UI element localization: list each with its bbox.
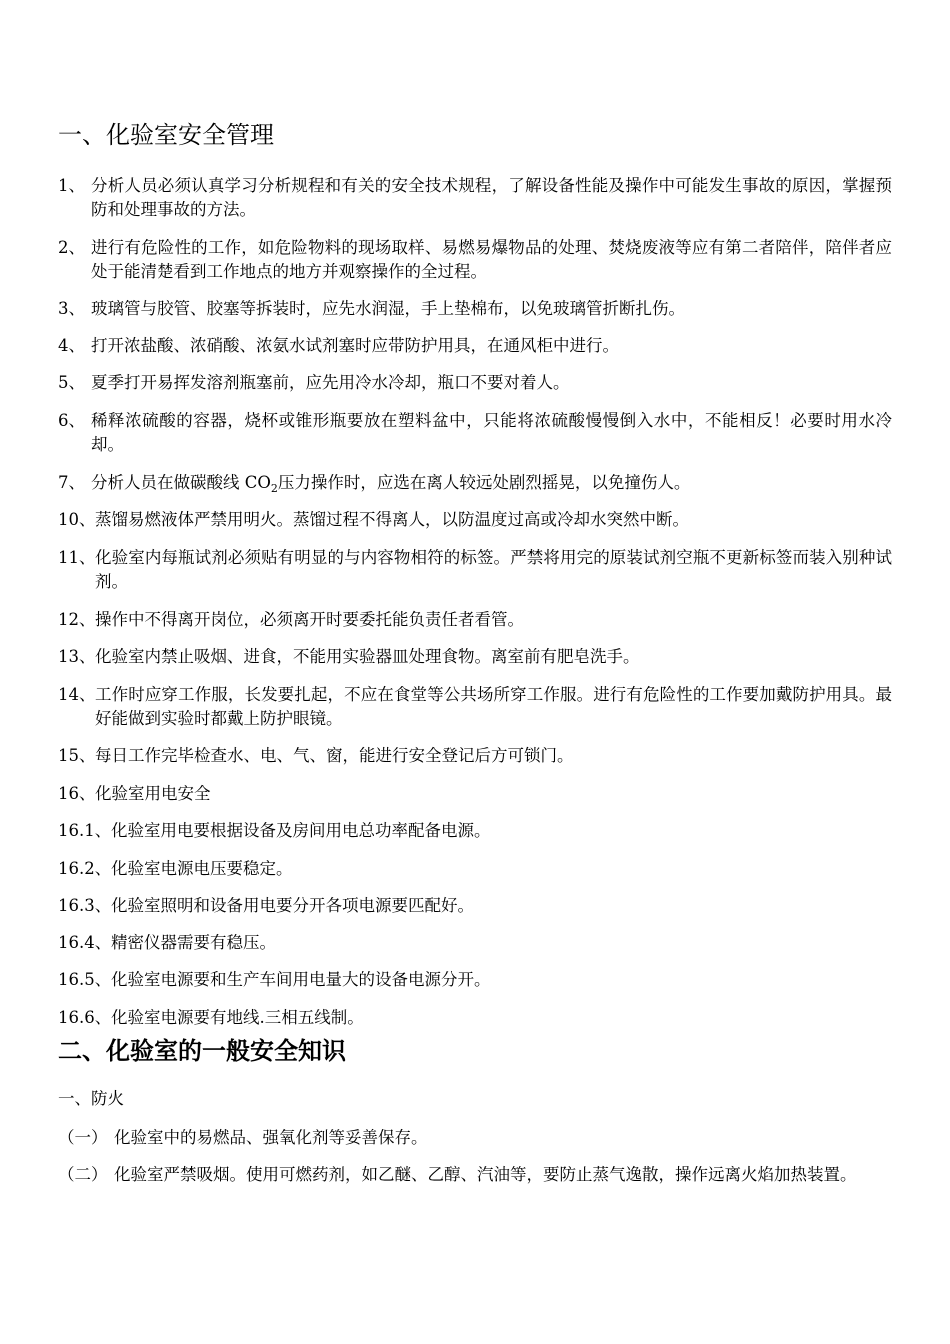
item-text	[91, 471, 892, 495]
list-item	[58, 645, 892, 669]
item-text: 化验室内每瓶试剂必须贴有明显的与内容物相符的标签。严禁将用完的原装试剂空瓶不更新标签而装入别种试剂。	[95, 548, 892, 591]
list-item	[58, 931, 892, 955]
list-item	[58, 371, 892, 395]
item-text-before: 分析人员在做碳酸线 CO	[91, 473, 271, 492]
list-item	[58, 968, 892, 992]
item-number: 16.2、	[58, 859, 112, 878]
item-text: 每日工作完毕检查水、电、气、窗，能进行安全登记后方可锁门。	[95, 746, 574, 765]
item-text: 操作中不得离开岗位，必须离开时要委托能负责任者看管。	[95, 610, 524, 629]
item-number: 2、	[58, 238, 85, 257]
list-item	[58, 471, 892, 495]
item-text: 化验室电源要和生产车间用电量大的设备电源分开。	[111, 970, 491, 989]
list-item	[58, 1126, 892, 1150]
item-number: 16.1、	[58, 821, 112, 840]
item-number: 12、	[58, 610, 96, 629]
item-text: 化验室用电安全	[95, 784, 211, 803]
list-item	[58, 819, 892, 843]
list-item	[58, 334, 892, 358]
list-item	[58, 508, 892, 532]
item-text: 稀释浓硫酸的容器，烧杯或锥形瓶要放在塑料盆中，只能将浓硫酸慢慢倒入水中，不能相反！必要时用水冷却。	[91, 411, 892, 454]
item-number: 16.6、	[58, 1008, 112, 1027]
item-text: 打开浓盐酸、浓硝酸、浓氨水试剂塞时应带防护用具，在通风柜中进行。	[91, 336, 619, 355]
list-item	[58, 857, 892, 881]
section-1-title: 一、化验室安全管理	[58, 121, 274, 149]
list-item	[58, 894, 892, 918]
item-text: 夏季打开易挥发溶剂瓶塞前，应先用冷水冷却，瓶口不要对着人。	[91, 373, 570, 392]
item-number: 13、	[58, 647, 96, 666]
list-item	[58, 782, 892, 806]
item-number: 16.3、	[58, 896, 112, 915]
item-number: 6、	[58, 411, 85, 430]
item-number: （二）	[58, 1165, 108, 1184]
item-number: 16.4、	[58, 933, 112, 952]
item-number: （一）	[58, 1128, 108, 1147]
item-text: 玻璃管与胶管、胶塞等拆装时，应先水润湿，手上垫棉布，以免玻璃管折断扎伤。	[91, 299, 685, 318]
list-item	[58, 683, 892, 731]
list-item	[58, 1163, 892, 1187]
item-number: 16、	[58, 784, 96, 803]
item-text: 化验室电源要有地线.三相五线制。	[111, 1008, 364, 1027]
item-number: 10、	[58, 510, 96, 529]
item-text: 化验室中的易燃品、强氧化剂等妥善保存。	[114, 1128, 428, 1147]
item-text: 分析人员必须认真学习分析规程和有关的安全技术规程，了解设备性能及操作中可能发生事故的原因，掌握预防和处理事故的方法。	[91, 176, 892, 219]
list-item	[58, 608, 892, 632]
sub-heading: 一、防火	[58, 1089, 124, 1108]
item-text: 化验室照明和设备用电要分开各项电源要匹配好。	[111, 896, 474, 915]
item-number: 14、	[58, 685, 96, 704]
list-item	[58, 409, 892, 457]
item-text: 工作时应穿工作服，长发要扎起，不应在食堂等公共场所穿工作服。进行有危险性的工作要加戴防护用具。最好能做到实验时都戴上防护眼镜。	[95, 685, 892, 728]
item-number: 16.5、	[58, 970, 112, 989]
item-number: 11、	[58, 548, 96, 567]
item-text-after: 压力操作时，应选在离人较远处剧烈摇晃，以免撞伤人。	[277, 473, 691, 492]
item-text: 化验室内禁止吸烟、进食，不能用实验器皿处理食物。离室前有肥皂洗手。	[95, 647, 640, 666]
item-number: 5、	[58, 373, 85, 392]
item-number: 1、	[58, 176, 85, 195]
item-number: 15、	[58, 746, 96, 765]
list-item	[58, 546, 892, 594]
subscript: 2	[270, 482, 278, 495]
item-text: 蒸馏易燃液体严禁用明火。蒸馏过程不得离人，以防温度过高或冷却水突然中断。	[95, 510, 689, 529]
item-text: 精密仪器需要有稳压。	[111, 933, 276, 952]
item-number: 3、	[58, 299, 85, 318]
item-text: 化验室电源电压要稳定。	[111, 859, 293, 878]
item-number: 4、	[58, 336, 85, 355]
list-item	[58, 174, 892, 222]
list-item	[58, 236, 892, 284]
list-item	[58, 297, 892, 321]
item-number: 7、	[58, 473, 85, 492]
section-2-title: 二、化验室的一般安全知识	[58, 1037, 346, 1065]
item-text: 进行有危险性的工作，如危险物料的现场取样、易燃易爆物品的处理、焚烧废液等应有第二者陪伴，陪伴者应处于能清楚看到工作地点的地方并观察操作的全过程。	[91, 238, 892, 281]
item-text: 化验室用电要根据设备及房间用电总功率配备电源。	[111, 821, 491, 840]
list-item	[58, 1006, 892, 1030]
item-text: 化验室严禁吸烟。使用可燃药剂，如乙醚、乙醇、汽油等，要防止蒸气逸散，操作远离火焰加热装置。	[114, 1165, 857, 1184]
list-item	[58, 744, 892, 768]
